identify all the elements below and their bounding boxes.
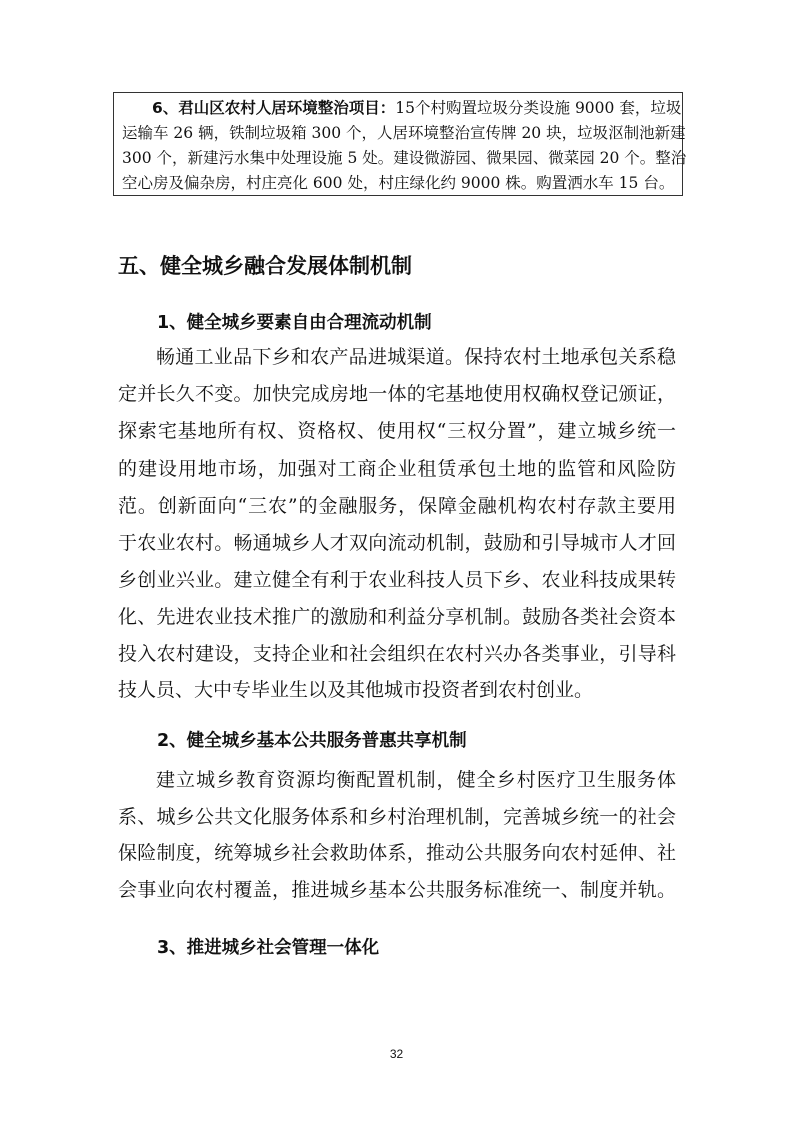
text-line: 定并长久不变。加快完成房地一体的宅基地使用权确权登记颁证，: [118, 383, 676, 405]
subsection-title-2: 2、健全城乡基本公共服务普惠共享机制: [157, 731, 467, 751]
text-line: 畅通工业品下乡和农产品进城渠道。保持农村土地承包关系稳: [156, 346, 676, 368]
box-line: 6、君山区农村人居环境整治项目：15个村购置垃圾分类设施 9000 套，垃圾: [152, 99, 682, 117]
text-line: 会事业向农村覆盖，推进城乡基本公共服务标准统一、制度并轨。: [118, 879, 676, 901]
box-title: 6、君山区农村人居环境整治项目：: [152, 99, 396, 117]
text-line: 乡创业兴业。建立健全有利于农业科技人员下乡、农业科技成果转: [118, 569, 676, 591]
text-line: 探索宅基地所有权、资格权、使用权“三权分置”，建立城乡统一: [118, 420, 676, 442]
text-line: 系、城乡公共文化服务体系和乡村治理机制，完善城乡统一的社会: [118, 806, 676, 828]
text-line: 建立城乡教育资源均衡配置机制，健全乡村医疗卫生服务体: [156, 769, 676, 791]
subsection-title-3: 3、推进城乡社会管理一体化: [157, 938, 380, 958]
box-line: 运输车 26 辆，铁制垃圾箱 300 个，人居环境整治宣传牌 20 块，垃圾沤制池新建: [122, 124, 686, 142]
text-line: 保险制度，统筹城乡社会救助体系，推动公共服务向农村延伸、社: [118, 842, 676, 864]
project-box: [113, 92, 687, 196]
page-number: 32: [389, 1047, 404, 1061]
box-line: 空心房及偏杂房，村庄亮化 600 处，村庄绿化约 9000 株。购置洒水车 15 台。: [122, 174, 675, 192]
box-line: 300 个，新建污水集中处理设施 5 处。建设微游园、微果园、微菜园 20 个。整治: [122, 149, 687, 167]
subsection-title-1: 1、健全城乡要素自由合理流动机制: [157, 313, 432, 333]
section-title: 五、健全城乡融合发展体制机制: [118, 254, 412, 278]
text-line: 于农业农村。畅通城乡人才双向流动机制，鼓励和引导城市人才回: [118, 532, 676, 554]
text-line: 投入农村建设，支持企业和社会组织在农村兴办各类事业，引导科: [118, 643, 676, 665]
text-line: 范。创新面向“三农”的金融服务，保障金融机构农村存款主要用: [118, 495, 676, 517]
text-line: 的建设用地市场，加强对工商企业租赁承包土地的监管和风险防: [118, 458, 676, 480]
text-line: 化、先进农业技术推广的激励和利益分享机制。鼓励各类社会资本: [118, 606, 676, 628]
text-line: 技人员、大中专毕业生以及其他城市投资者到农村创业。: [118, 679, 594, 701]
